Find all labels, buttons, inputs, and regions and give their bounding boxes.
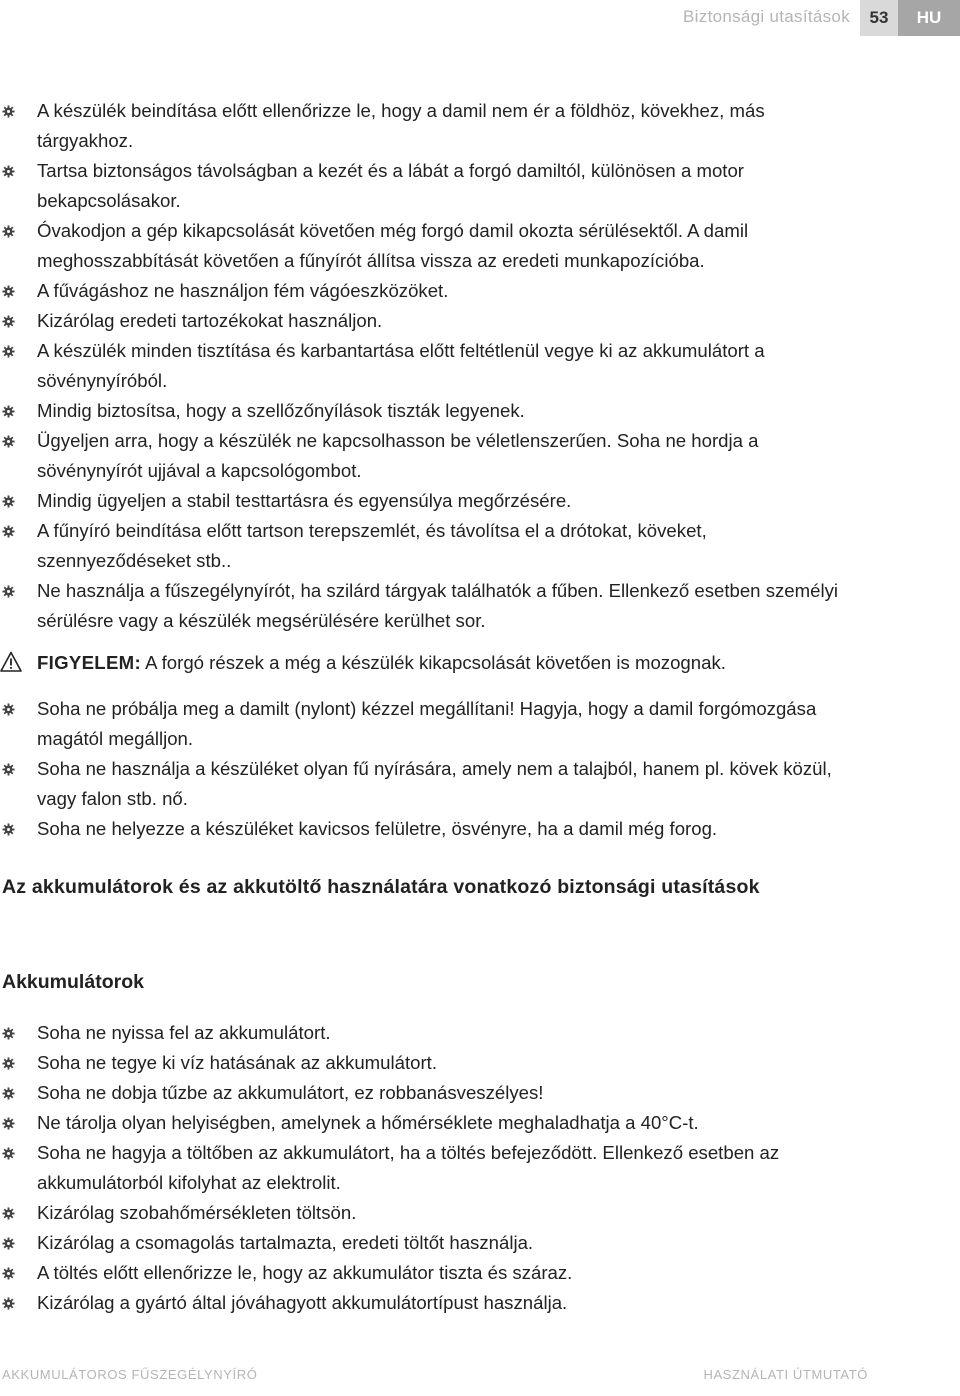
list-item: Ügyeljen arra, hogy a készülék ne kapcsolhasson be véletlenszerűen. Soha ne hordja a sövénynyírót ujjával a kapcsológombot. [0, 426, 860, 486]
gear-bullet-icon [2, 1207, 15, 1220]
gear-bullet-icon [2, 1117, 15, 1130]
list-item: A fűnyíró beindítása előtt tartson terepszemlét, és távolítsa el a drótokat, köveket, szennyeződéseket stb.. [0, 516, 860, 576]
gear-bullet-icon [2, 165, 15, 178]
list-item: Kizárólag a csomagolás tartalmazta, eredeti töltőt használja. [0, 1228, 860, 1258]
list-item: Ne tárolja olyan helyiségben, amelynek a hőmérséklete meghaladhatja a 40°C-t. [0, 1108, 860, 1138]
gear-bullet-icon [2, 105, 15, 118]
gear-bullet-icon [2, 495, 15, 508]
gear-bullet-icon [2, 435, 15, 448]
list-item: Kizárólag eredeti tartozékokat használjon. [0, 306, 860, 336]
warning-text: A forgó részek a még a készülék kikapcsolását követően is mozognak. [140, 652, 726, 673]
gear-bullet-icon [2, 763, 15, 776]
footer-manual-label: HASZNÁLATI ÚTMUTATÓ [703, 1367, 868, 1382]
list-item: A készülék beindítása előtt ellenőrizze le, hogy a damil nem ér a földhöz, kövekhez, más tárgyakhoz. [0, 96, 860, 156]
footer-product-name: AKKUMULÁTOROS FŰSZEGÉLYNYÍRÓ [2, 1367, 258, 1382]
gear-bullet-icon [2, 1087, 15, 1100]
gear-bullet-icon [2, 315, 15, 328]
list-item: Kizárólag szobahőmérsékleten töltsön. [0, 1198, 860, 1228]
list-item: Soha ne próbálja meg a damilt (nylont) kézzel megállítani! Hagyja, hogy a damil forgómozgása magától megálljon. [0, 694, 860, 754]
sub-title: Akkumulátorok [2, 971, 144, 993]
list-item: Kizárólag a gyártó által jóváhagyott akkumulátortípust használja. [0, 1288, 860, 1318]
gear-bullet-icon [2, 585, 15, 598]
gear-bullet-icon [2, 1147, 15, 1160]
gear-bullet-icon [2, 345, 15, 358]
warning-label: FIGYELEM: [37, 652, 141, 673]
section-title: Az akkumulátorok és az akkutöltő használatára vonatkozó biztonsági utasítások [2, 876, 760, 898]
gear-bullet-icon [2, 225, 15, 238]
language-badge: HU [898, 0, 960, 36]
list-item: A készülék minden tisztítása és karbantartása előtt feltétlenül vegye ki az akkumulátort a sövénynyíróból. [0, 336, 860, 396]
list-item: Soha ne hagyja a töltőben az akkumulátort, ha a töltés befejeződött. Ellenkező esetben az akkumulátorból kifolyhat az elektrolit. [0, 1138, 860, 1198]
gear-bullet-icon [2, 405, 15, 418]
list-item: Soha ne tegye ki víz hatásának az akkumulátort. [0, 1048, 860, 1078]
gear-bullet-icon [2, 525, 15, 538]
safety-list-general [0, 96, 860, 636]
gear-bullet-icon [2, 1237, 15, 1250]
gear-bullet-icon [2, 703, 15, 716]
header-title: Biztonsági utasítások [683, 7, 850, 26]
warning-note [0, 648, 860, 678]
page-header [0, 0, 960, 36]
page-number: 53 [860, 0, 898, 36]
gear-bullet-icon [2, 1267, 15, 1280]
list-item: Soha ne helyezze a készüléket kavicsos felületre, ösvényre, ha a damil még forog. [0, 814, 860, 844]
list-item: A töltés előtt ellenőrizze le, hogy az akkumulátor tiszta és száraz. [0, 1258, 860, 1288]
gear-bullet-icon [2, 1057, 15, 1070]
list-item: Soha ne dobja tűzbe az akkumulátort, ez robbanásveszélyes! [0, 1078, 860, 1108]
gear-bullet-icon [2, 1297, 15, 1310]
safety-list-line [0, 694, 860, 844]
warning-triangle-icon [0, 651, 22, 673]
safety-list-battery [0, 1018, 860, 1318]
list-item: Soha ne használja a készüléket olyan fű nyírására, amely nem a talajból, hanem pl. kövek közül, vagy falon stb. nő. [0, 754, 860, 814]
list-item: Soha ne nyissa fel az akkumulátort. [0, 1018, 860, 1048]
list-item: Ne használja a fűszegélynyírót, ha szilárd tárgyak találhatók a fűben. Ellenkező esetben személyi sérülésre vagy a készülék megsérülésére kerülhet sor. [0, 576, 860, 636]
gear-bullet-icon [2, 1027, 15, 1040]
list-item: Óvakodjon a gép kikapcsolását követően még forgó damil okozta sérülésektől. A damil meghosszabbítását követően a fűnyírót állítsa vissza az eredeti munkapozícióba. [0, 216, 860, 276]
gear-bullet-icon [2, 285, 15, 298]
list-item: Tartsa biztonságos távolságban a kezét és a lábát a forgó damiltól, különösen a motor bekapcsolásakor. [0, 156, 860, 216]
gear-bullet-icon [2, 823, 15, 836]
list-item: A fűvágáshoz ne használjon fém vágóeszközöket. [0, 276, 860, 306]
list-item: Mindig ügyeljen a stabil testtartásra és egyensúlya megőrzésére. [0, 486, 860, 516]
list-item: Mindig biztosítsa, hogy a szellőzőnyílások tiszták legyenek. [0, 396, 860, 426]
